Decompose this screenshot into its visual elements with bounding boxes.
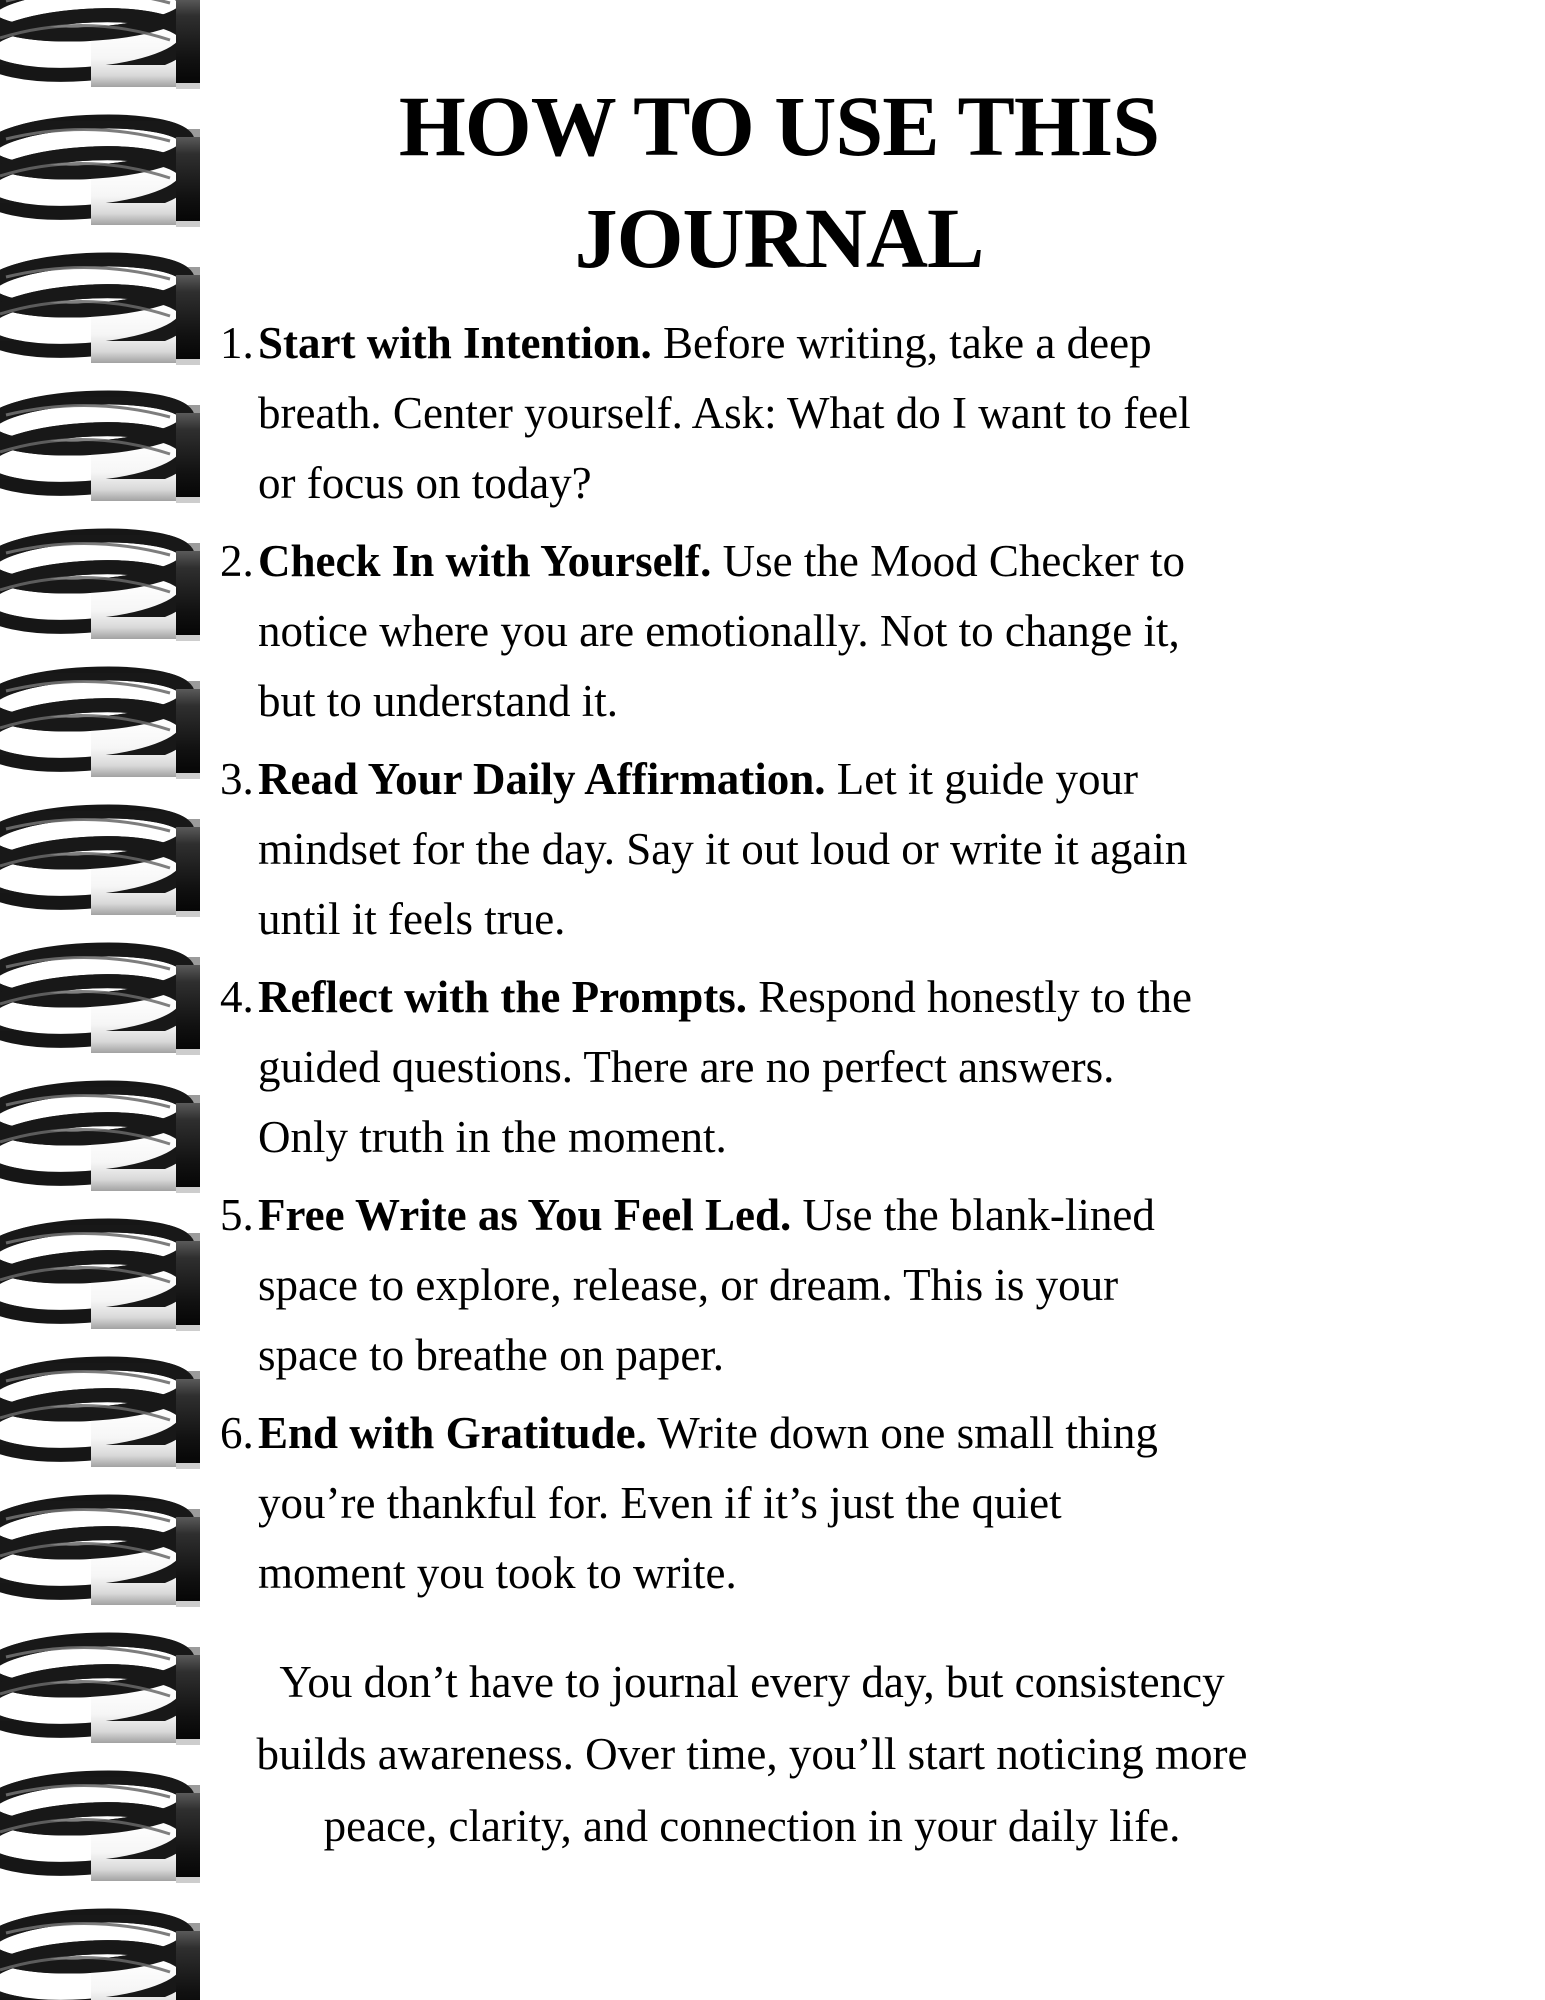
closing-paragraph [152, 1646, 1352, 1862]
item-first-line [220, 526, 1410, 596]
item-number: 1. [220, 318, 254, 368]
item-number: 2. [220, 536, 254, 586]
item-number: 4. [220, 972, 254, 1022]
item-number: 3. [220, 754, 254, 804]
list-item [170, 962, 1410, 1172]
item-text-line: space to breathe on paper. [258, 1330, 725, 1380]
item-text-line: mindset for the day. Say it out loud or write it again [258, 824, 1188, 874]
item-number: 5. [220, 1190, 254, 1240]
item-bold-lead: Start with Intention. [258, 318, 652, 368]
closing-line-3: peace, clarity, and connection in your daily life. [323, 1801, 1181, 1851]
item-first-line [220, 744, 1410, 814]
closing-line-1: You don’t have to journal every day, but consistency [279, 1657, 1225, 1707]
page-title-line-1: HOW TO USE THIS [398, 78, 1160, 174]
closing-line-2: builds awareness. Over time, you’ll start noticing more [256, 1729, 1248, 1779]
item-bold-lead: Free Write as You Feel Led. [258, 1190, 792, 1240]
coil-ring-icon [0, 1911, 200, 2000]
list-item [170, 744, 1410, 954]
item-text-line: but to understand it. [258, 676, 618, 726]
page-title [170, 70, 1388, 294]
item-first-line [220, 962, 1410, 1032]
list-item [170, 308, 1410, 518]
item-first-line [220, 308, 1410, 378]
item-bold-lead: Reflect with the Prompts. [258, 972, 748, 1022]
list-item [170, 1180, 1410, 1390]
list-item [170, 526, 1410, 736]
item-text-line: notice where you are emotionally. Not to change it, [258, 606, 1180, 656]
item-text-line: space to explore, release, or dream. This is your [258, 1260, 1119, 1310]
item-text-line: you’re thankful for. Even if it’s just the quiet [258, 1478, 1062, 1528]
item-first-line [220, 1398, 1410, 1468]
item-first-line [220, 1180, 1410, 1250]
item-text: Respond honestly to the [747, 972, 1193, 1022]
item-bold-lead: Read Your Daily Affirmation. [258, 754, 826, 804]
item-text: Let it guide your [825, 754, 1138, 804]
item-text-line: Only truth in the moment. [258, 1112, 727, 1162]
page-title-line-2: JOURNAL [574, 190, 984, 286]
item-text: Use the blank-lined [791, 1190, 1155, 1240]
item-text-line: guided questions. There are no perfect answers. [258, 1042, 1115, 1092]
list-item [170, 1398, 1410, 1608]
item-text-line: until it feels true. [258, 894, 566, 944]
item-text: Before writing, take a deep [651, 318, 1152, 368]
item-text: Write down one small thing [646, 1408, 1158, 1458]
item-text-line: breath. Center yourself. Ask: What do I want to feel [258, 388, 1191, 438]
item-number: 6. [220, 1408, 254, 1458]
item-text: Use the Mood Checker to [711, 536, 1186, 586]
item-bold-lead: End with Gratitude. [258, 1408, 647, 1458]
item-text-line: or focus on today? [258, 458, 592, 508]
item-text-line: moment you took to write. [258, 1548, 737, 1598]
item-bold-lead: Check In with Yourself. [258, 536, 712, 586]
instruction-list [170, 308, 1410, 1616]
